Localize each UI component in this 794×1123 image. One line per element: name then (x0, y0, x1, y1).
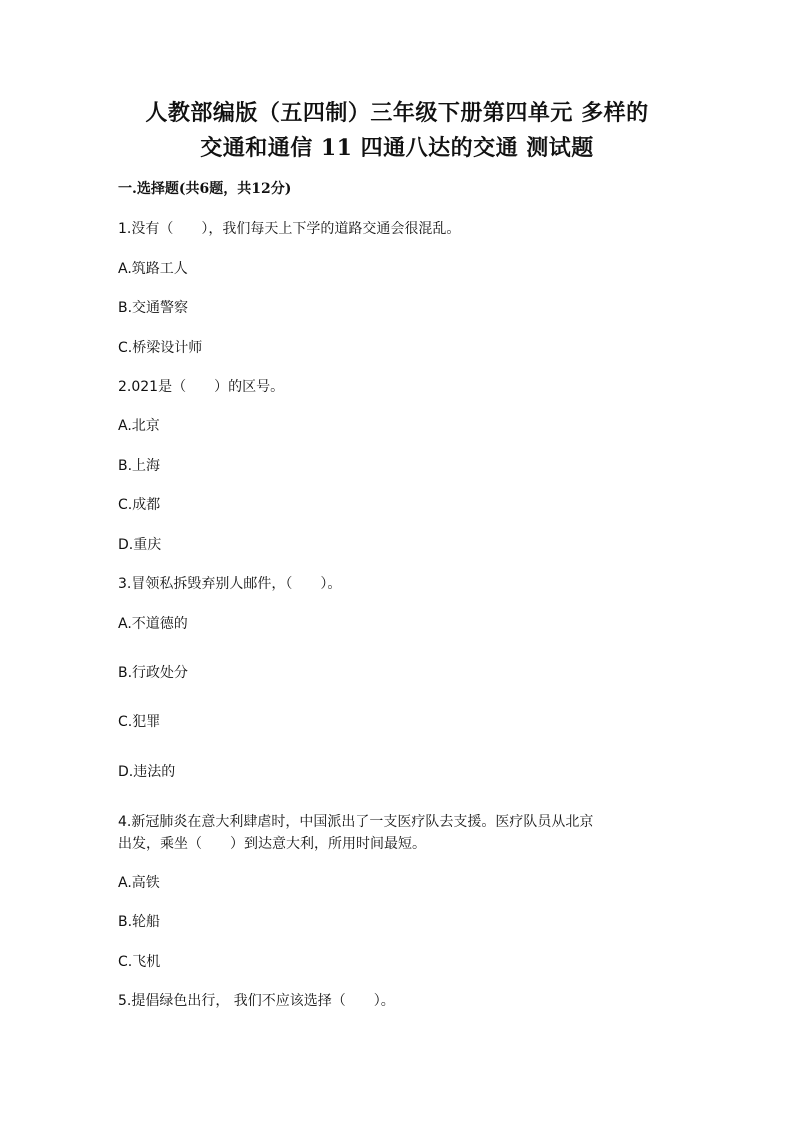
question-3-option-a: A.不道德的 (118, 616, 188, 632)
question-2-option-b: B.上海 (118, 458, 161, 474)
question-5-stem: 5.提倡绿色出行， 我们不应该选择（ ）。 (118, 993, 395, 1009)
page-title-line-2: 交通和通信 11 四通八达的交通 测试题 (200, 135, 594, 161)
question-2-stem: 2.021是（ ）的区号。 (118, 379, 285, 395)
question-4-option-c: C.飞机 (118, 954, 161, 970)
question-1-stem: 1.没有（ ），我们每天上下学的道路交通会很混乱。 (118, 221, 461, 237)
question-3-option-d: D.违法的 (118, 764, 176, 780)
question-1-option-a: A.筑路工人 (118, 261, 188, 277)
question-4-option-a: A.高铁 (118, 875, 160, 891)
question-2-option-d: D.重庆 (118, 537, 162, 553)
question-1-option-b: B.交通警察 (118, 300, 189, 316)
question-4-stem-line-1: 4.新冠肺炎在意大利肆虐时，中国派出了一支医疗队去支援。医疗队员从北京 (118, 814, 594, 830)
question-1-option-c: C.桥梁设计师 (118, 340, 203, 356)
section-heading: 一.选择题(共6题，共12分) (118, 181, 292, 197)
question-4-option-b: B.轮船 (118, 914, 161, 930)
question-3-stem: 3.冒领私拆毁弃别人邮件，（ ）。 (118, 576, 342, 592)
question-3-option-c: C.犯罪 (118, 714, 161, 730)
question-2-option-c: C.成都 (118, 497, 161, 513)
question-4-stem-line-2: 出发，乘坐（ ）到达意大利，所用时间最短。 (118, 836, 426, 852)
question-2-option-a: A.北京 (118, 418, 160, 434)
page-title-line-1: 人教部编版（五四制）三年级下册第四单元 多样的 (145, 100, 649, 126)
question-3-option-b: B.行政处分 (118, 665, 189, 681)
